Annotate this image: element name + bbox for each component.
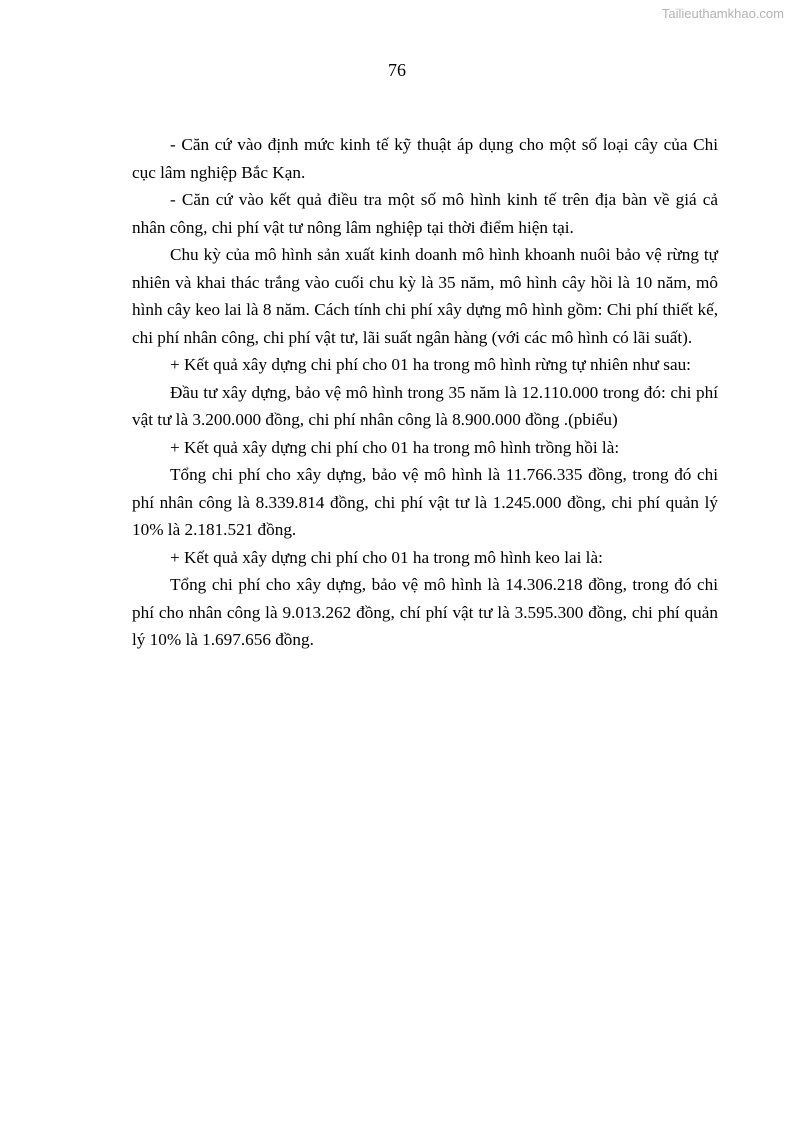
paragraph-natural-forest-cost: Đầu tư xây dựng, bảo vệ mô hình trong 35 năm là 12.110.000 trong đó: chi phí vật tư là 3.200.000 đồng, chi phí nhân công là 8.900.000 đồng .(pbiểu) [132, 382, 718, 429]
paragraph-anise-cost: Tổng chi phí cho xây dựng, bảo vệ mô hình là 11.766.335 đồng, trong đó chi phí nhân công là 8.339.814 đồng, chi phí vật tư là 1.245.000 đồng, chi phí quản lý 10% là 2.181.521 đồng. [132, 465, 718, 539]
page-number: 76 [388, 60, 406, 80]
paragraph-anise-heading: + Kết quả xây dựng chi phí cho 01 ha trong mô hình trồng hồi là: [170, 437, 620, 457]
paragraph-cycle-description: Chu kỳ của mô hình sản xuất kinh doanh mô hình khoanh nuôi bảo vệ rừng tự nhiên và khai thác trắng vào cuối chu kỳ là 35 năm, mô hình cây hồi là 10 năm, mô hình cây keo lai là 8 năm. Cách tính chi phí xây dựng mô hình gồm: Chi phí thiết kế, chi phí nhân công, chi phí vật tư, lãi suất ngân hàng (với các mô hình có lãi suất). [132, 245, 718, 347]
paragraph-basis-survey: - Căn cứ vào kết quả điều tra một số mô hình kinh tế trên địa bàn về giá cả nhân công, chi phí vật tư nông lâm nghiệp tại thời điểm hiện tại. [132, 190, 718, 237]
paragraph-acacia-cost: Tổng chi phí cho xây dựng, bảo vệ mô hình là 14.306.218 đồng, trong đó chi phí cho nhân công là 9.013.262 đồng, chí phí vật tư là 3.595.300 đồng, chi phí quản lý 10% là 1.697.656 đồng. [132, 575, 718, 649]
watermark-text: Tailieuthamkhao.com [661, 6, 784, 21]
paragraph-acacia-heading: + Kết quả xây dựng chi phí cho 01 ha trong mô hình keo lai là: [170, 547, 603, 567]
paragraph-basis-norms: - Căn cứ vào định mức kinh tế kỹ thuật áp dụng cho một số loại cây của Chi cục lâm nghiệp Bắc Kạn. [132, 135, 718, 182]
paragraph-natural-forest-heading: + Kết quả xây dựng chi phí cho 01 ha trong mô hình rừng tự nhiên như sau: [170, 355, 691, 374]
document-body [132, 131, 718, 654]
